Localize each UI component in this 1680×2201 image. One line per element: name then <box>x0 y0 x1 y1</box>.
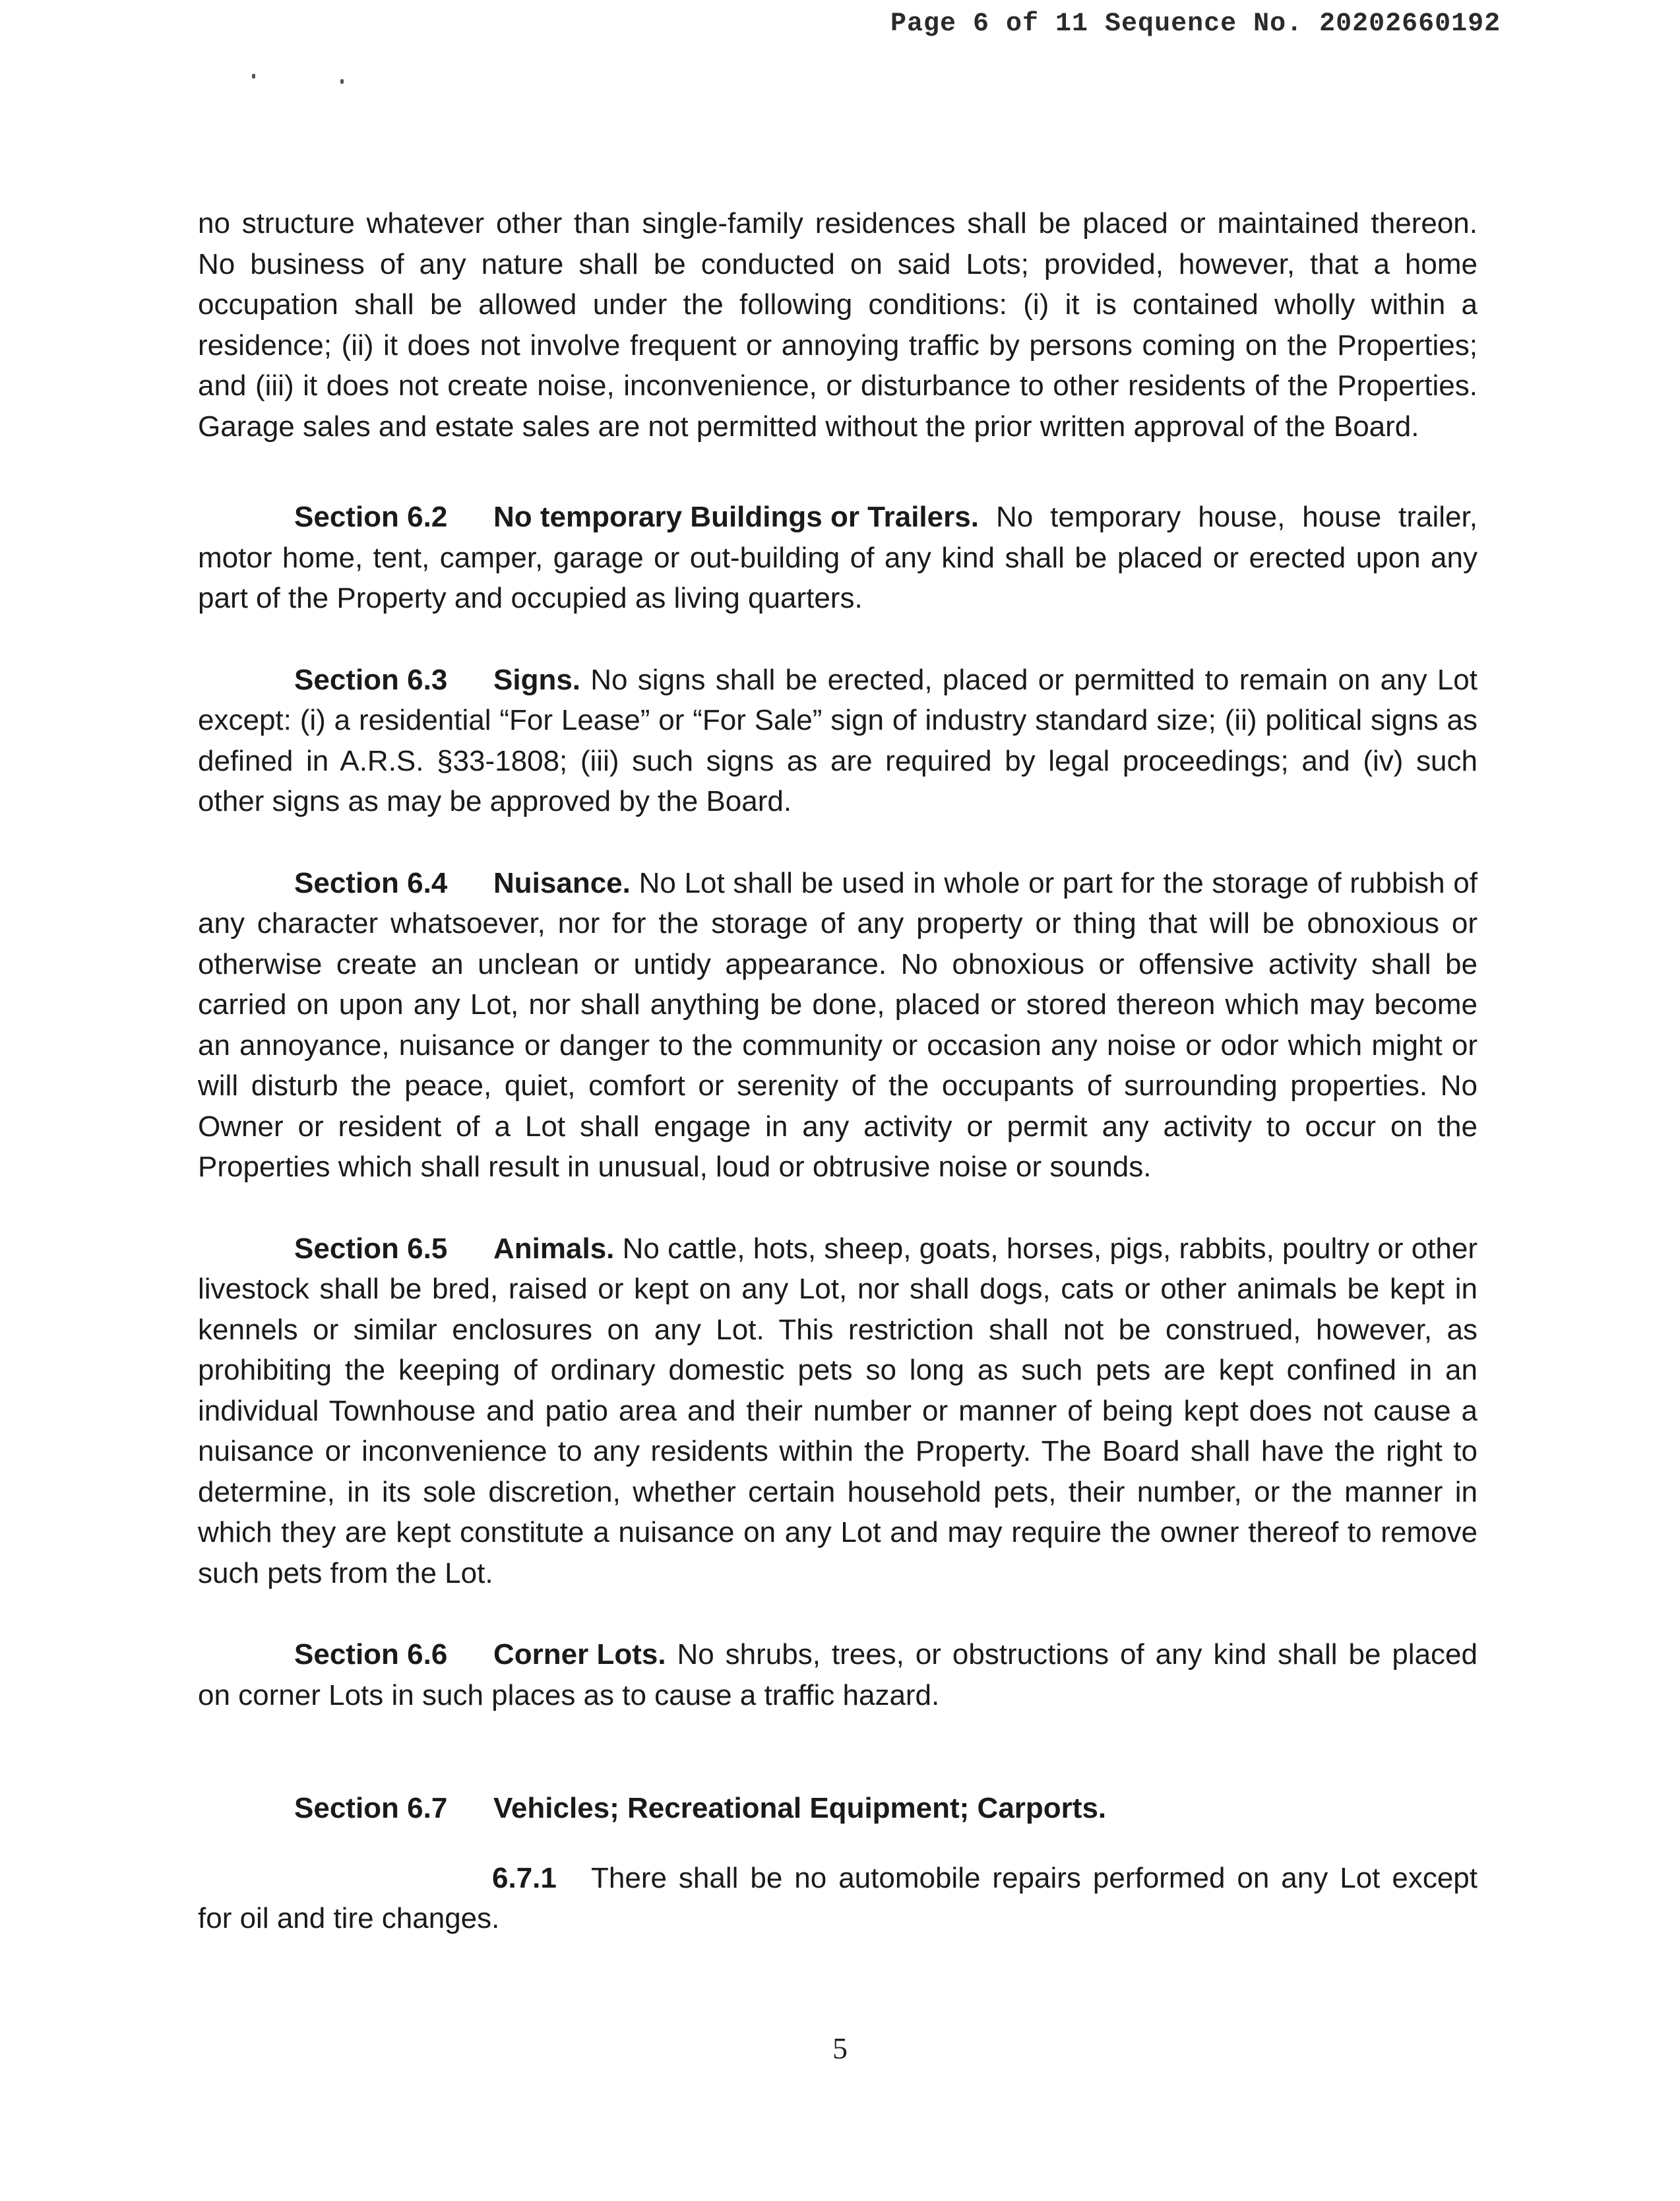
section-body: No temporary house, house trailer, motor home, tent, camper, garage or out-building of any kind shall be placed or erected upon any part of the Property and occupied as living quarters. <box>198 501 1478 614</box>
section-title: Nuisance. <box>493 866 631 899</box>
section-6-5 <box>198 1228 1478 1594</box>
section-6-6 <box>198 1634 1478 1715</box>
section-title: Corner Lots. <box>493 1638 666 1671</box>
section-title: No temporary Buildings or Trailers. <box>493 501 979 533</box>
scan-speck <box>252 74 255 79</box>
section-number: Section 6.7 <box>294 1792 448 1824</box>
section-number: Section 6.2 <box>294 501 448 533</box>
page-sequence-stamp: Page 6 of 11 Sequence No. 20202660192 <box>890 9 1501 39</box>
section-6-7-heading <box>198 1788 1478 1829</box>
section-6-3 <box>198 660 1478 822</box>
section-number: Section 6.3 <box>294 663 448 696</box>
page-number: 5 <box>832 2031 848 2065</box>
section-title: Animals. <box>493 1232 615 1265</box>
section-body: No shrubs, trees, or obstructions of any kind shall be placed on corner Lots in such places as to cause a traffic hazard. <box>198 1638 1478 1711</box>
section-6-4 <box>198 863 1478 1188</box>
subsection-number: 6.7.1 <box>492 1861 557 1894</box>
section-heading <box>294 497 979 538</box>
section-heading <box>294 660 580 701</box>
section-number: Section 6.6 <box>294 1638 448 1671</box>
section-number: Section 6.4 <box>294 866 448 899</box>
section-title: Signs. <box>493 663 581 696</box>
section-title: Vehicles; Recreational Equipment; Carports. <box>493 1792 1107 1824</box>
subsection-lead <box>492 1858 591 1899</box>
section-number: Section 6.5 <box>294 1232 448 1265</box>
subsection-body: There shall be no automobile repairs performed on any Lot except for oil and tire changes. <box>198 1861 1478 1934</box>
section-6-2 <box>198 497 1478 619</box>
subsection-6-7-1 <box>198 1858 1478 1939</box>
section-heading <box>294 1634 666 1675</box>
section-body: No Lot shall be used in whole or part for the storage of rubbish of any character whatsoever, nor for the storage of any property or thing that will be obnoxious or otherwise create an unclean or untidy appearance. No obnoxious or offensive activity shall be carried on upon any Lot, nor shall anything be done, placed or stored thereon which may become an annoyance, nuisance or danger to the community or occasion any noise or odor which might or will disturb the peace, quiet, comfort or serenity of the occupants of surrounding properties. No Owner or resident of a Lot shall engage in any activity or permit any activity to occur on the Properties which shall result in unusual, loud or obtrusive noise or sounds. <box>198 866 1478 1183</box>
intro-paragraph: no structure whatever other than single-family residences shall be placed or maintained thereon. No business of any nature shall be conducted on said Lots; provided, however, that a home occupation shall be allowed under the following conditions: (i) it is contained wholly within a residence; (ii) it does not involve frequent or annoying traffic by persons coming on the Properties; and (iii) it does not create noise, inconvenience, or disturbance to other residents of the Properties. Garage sales and estate sales are not permitted without the prior written approval of the Board. <box>198 207 1478 443</box>
section-heading <box>294 1788 1106 1829</box>
document-body <box>198 203 1478 1939</box>
section-heading <box>294 1228 614 1269</box>
section-heading <box>294 863 631 904</box>
section-body: No cattle, hots, sheep, goats, horses, pigs, rabbits, poultry or other livestock shall be bred, raised or kept on any Lot, nor shall dogs, cats or other animals be kept in kennels or similar enclosures on any Lot. This restriction shall not be construed, however, as prohibiting the keeping of ordinary domestic pets so long as such pets are kept confined in an individual Townhouse and patio area and their number or manner of being kept does not cause a nuisance or inconvenience to any residents within the Property. The Board shall have the right to determine, in its sole discretion, whether certain household pets, their number, or the manner in which they are kept constitute a nuisance on any Lot and may require the owner thereof to remove such pets from the Lot. <box>198 1232 1478 1589</box>
scan-speck <box>340 79 344 84</box>
section-body: No signs shall be erected, placed or permitted to remain on any Lot except: (i) a residential “For Lease” or “For Sale” sign of industry standard size; (ii) political signs as defined in A.R.S. §33-1808; (iii) such signs as are required by legal proceedings; and (iv) such other signs as may be approved by the Board. <box>198 663 1478 817</box>
